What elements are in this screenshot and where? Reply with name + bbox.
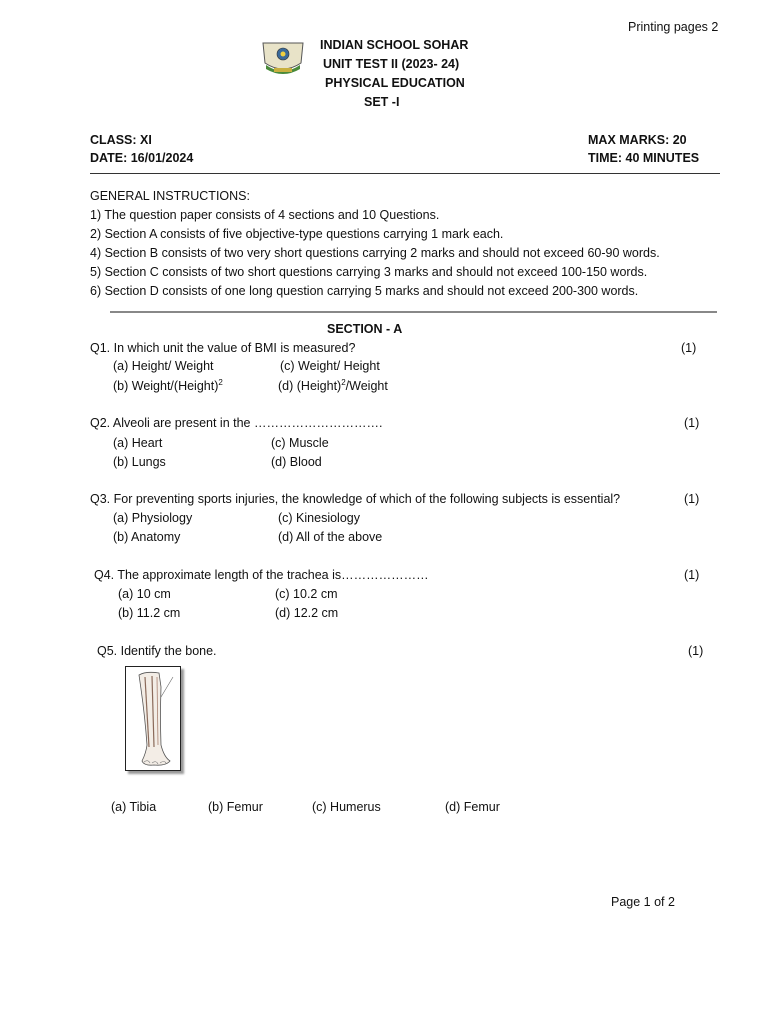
subject-name: PHYSICAL EDUCATION xyxy=(325,76,465,90)
instruction-item: 5) Section C consists of two short questions carrying 3 marks and should not exceed 100-150 words. xyxy=(90,265,648,279)
instruction-item: 6) Section D consists of one long question carrying 5 marks and should not exceed 200-300 words. xyxy=(90,284,639,298)
max-marks-label: MAX MARKS: 20 xyxy=(588,133,687,147)
lower-leg-bone-illustration xyxy=(126,667,180,770)
q3-option-d: (d) All of the above xyxy=(278,530,383,544)
test-name: UNIT TEST II (2023- 24) xyxy=(323,57,460,71)
page-number: Page 1 of 2 xyxy=(611,895,675,909)
class-label: CLASS: XI xyxy=(90,133,152,147)
q5-option-b: (b) Femur xyxy=(208,800,263,814)
q2-option-c: (c) Muscle xyxy=(271,436,329,450)
q4-option-a: (a) 10 cm xyxy=(118,587,171,601)
q2-option-d: (d) Blood xyxy=(271,455,322,469)
q3-option-c: (c) Kinesiology xyxy=(278,511,360,525)
question-1-marks: (1) xyxy=(681,341,697,355)
section-title: SECTION - A xyxy=(327,322,403,336)
bone-image xyxy=(125,666,181,771)
q4-option-d: (d) 12.2 cm xyxy=(275,606,339,620)
instructions-divider xyxy=(110,311,717,313)
instruction-item: 1) The question paper consists of 4 sections and 10 Questions. xyxy=(90,208,440,222)
q1-option-a: (a) Height/ Weight xyxy=(113,359,214,373)
question-4: Q4. The approximate length of the trachea is………………… xyxy=(94,568,429,582)
question-1: Q1. In which unit the value of BMI is measured? xyxy=(90,341,356,355)
q1-option-d: (d) (Height)$^2$/Weight xyxy=(278,378,388,393)
question-5-marks: (1) xyxy=(688,644,704,658)
q2-option-a: (a) Heart xyxy=(113,436,163,450)
question-2-marks: (1) xyxy=(684,416,700,430)
q5-option-a: (a) Tibia xyxy=(111,800,157,814)
q4-option-c: (c) 10.2 cm xyxy=(275,587,338,601)
question-3-marks: (1) xyxy=(684,492,700,506)
school-logo xyxy=(260,41,306,77)
header-divider xyxy=(90,173,720,174)
set-label: SET -I xyxy=(364,95,400,109)
q1-option-b: (b) Weight/(Height)$^2$ xyxy=(113,378,223,393)
q3-option-b: (b) Anatomy xyxy=(113,530,181,544)
instruction-item: 4) Section B consists of two very short questions carrying 2 marks and should not exceed 60-90 words. xyxy=(90,246,660,260)
q5-option-c: (c) Humerus xyxy=(312,800,381,814)
question-4-marks: (1) xyxy=(684,568,700,582)
question-3: Q3. For preventing sports injuries, the knowledge of which of the following subjects is essential? xyxy=(90,492,621,506)
time-label: TIME: 40 MINUTES xyxy=(588,151,700,165)
instructions-title: GENERAL INSTRUCTIONS: xyxy=(90,189,250,203)
question-2: Q2. Alveoli are present in the …………………………. xyxy=(90,416,383,430)
q4-option-b: (b) 11.2 cm xyxy=(118,606,181,620)
printing-pages-note: Printing pages 2 xyxy=(628,20,719,34)
q5-option-d: (d) Femur xyxy=(445,800,500,814)
q1-option-c: (c) Weight/ Height xyxy=(280,359,380,373)
instruction-item: 2) Section A consists of five objective-type questions carrying 1 mark each. xyxy=(90,227,504,241)
q3-option-a: (a) Physiology xyxy=(113,511,193,525)
q2-option-b: (b) Lungs xyxy=(113,455,166,469)
date-label: DATE: 16/01/2024 xyxy=(90,151,194,165)
question-5: Q5. Identify the bone. xyxy=(97,644,217,658)
school-name: INDIAN SCHOOL SOHAR xyxy=(320,38,469,52)
